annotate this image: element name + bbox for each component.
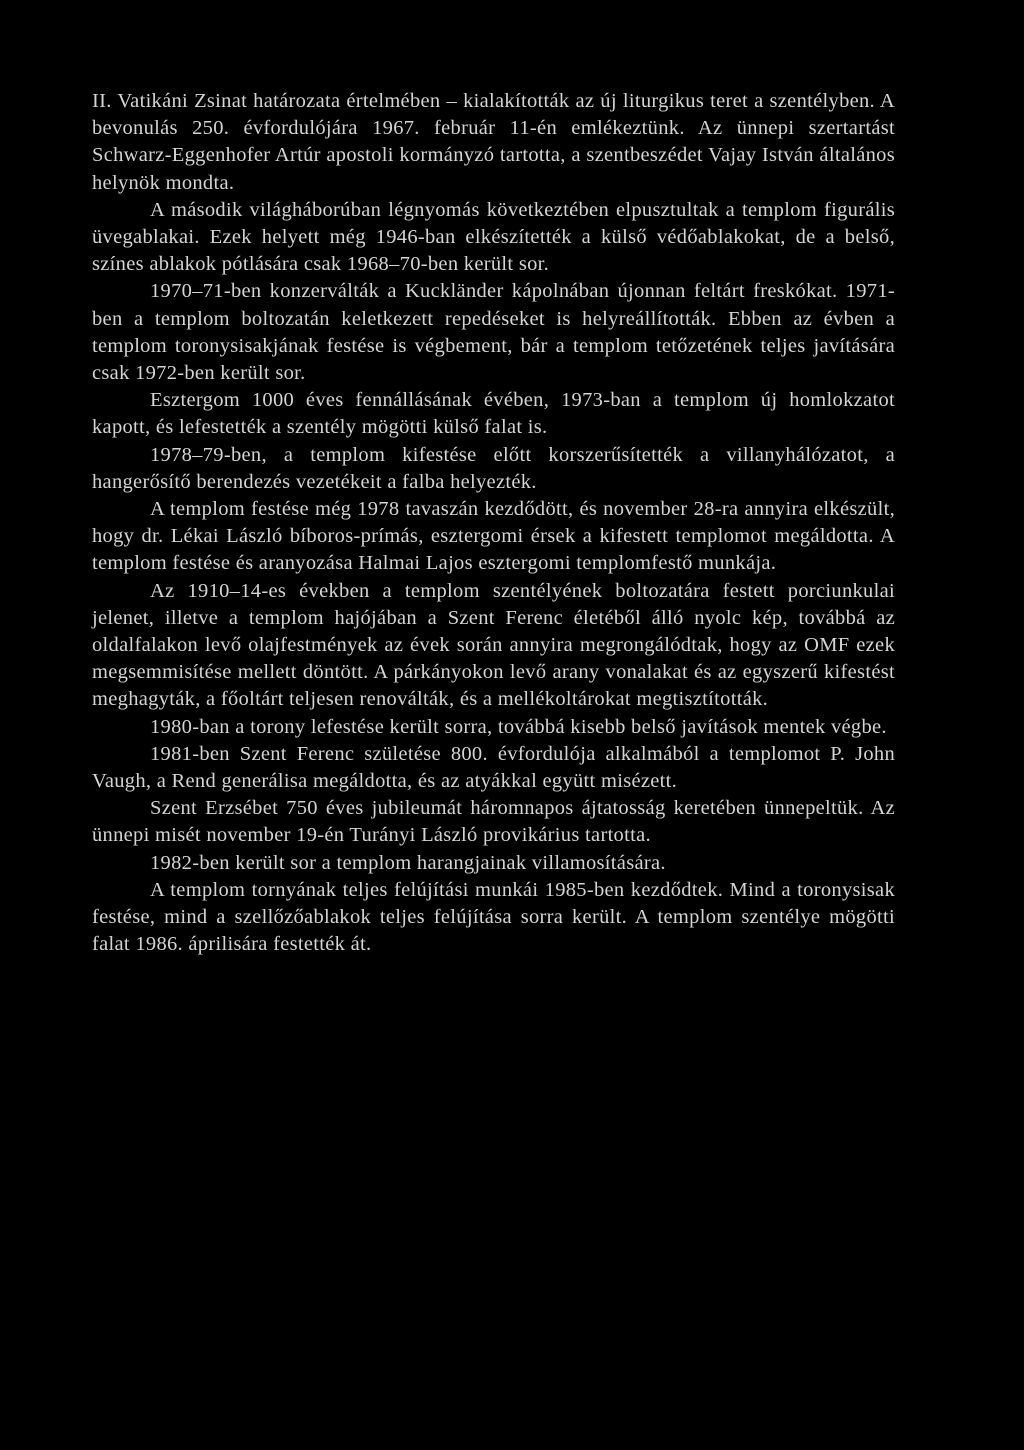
document-page bbox=[92, 88, 895, 959]
paragraph-tower-renovation: A templom tornyának teljes felújítási munkái 1985-ben kezdődtek. Mind a toronysisak festése, mind a szellőzőablakok teljes felújítása sorra került. A templom szentélye mögötti falat 1986. áprilisára festették át. bbox=[92, 878, 895, 956]
paragraph-old-paintings: Az 1910–14-es években a templom szentélyének boltozatára festett porciunkulai jelenet, illetve a templom hajójában a Szent Ferenc életéből álló nyolc kép, továbbá az oldalfalakon levő olajfestmények az évek során annyira megrongálódtak, hogy az OMF ezek megsemmisítése mellett döntött. A párkányokon levő arany vonalakat és az egyszerű kifestést meghagyták, a főoltárt teljesen renoválták, és a mellékoltárokat megtisztították. bbox=[92, 579, 895, 711]
paragraph-saint-elizabeth: Szent Erzsébet 750 éves jubileumát háromnapos ájtatosság keretében ünnepeltük. Az ünnepi misét november 19-én Turányi László provikárius tartotta. bbox=[92, 797, 895, 847]
paragraph-stained-glass: A második világháborúban légnyomás következtében elpusztultak a templom figurális üvegablakai. Ezek helyett még 1946-ban elkészítették a külső védőablakokat, de a belső, színes ablakok pótlására csak 1968–70-ben került sor. bbox=[92, 198, 895, 276]
paragraph-tower-1980: 1980-ban a torony lefestése került sorra, továbbá kisebb belső javítások mentek végbe. bbox=[150, 715, 887, 738]
paragraph-bells: 1982-ben került sor a templom harangjainak villamosítására. bbox=[150, 851, 666, 874]
paragraph-electrical: 1978–79-ben, a templom kifestése előtt korszerűsítették a villanyhálózatot, a hangerősítő berendezés vezetékeit a falba helyezték. bbox=[92, 443, 895, 493]
paragraph-facade: Esztergom 1000 éves fennállásának évében, 1973-ban a templom új homlokzatot kapott, és lefestették a szentély mögötti külső falat is. bbox=[92, 389, 895, 439]
paragraph-saint-francis: 1981-ben Szent Ferenc születése 800. évfordulója alkalmából a templomot P. John Vaugh, a Rend generálisa megáldotta, és az atyákkal együtt misézett. bbox=[92, 742, 895, 793]
paragraph-painting: A templom festése még 1978 tavaszán kezdődött, és november 28-ra annyira elkészült, hogy dr. Lékai László bíboros-prímás, esztergomi érsek a kifestett templomot megáldotta. A templom festése és aranyozása Halmai Lajos esztergomi templomfestő munkája. bbox=[92, 498, 895, 575]
paragraph-frescoes: 1970–71-ben konzerválták a Kuckländer kápolnában újonnan feltárt freskókat. 1971-ben a templom boltozatán keletkezett repedéseket is helyreállították. Ebben az évben a templom toronysisakjának festése is végbement, bár a templom tetőzetének teljes javítására csak 1972-ben került sor. bbox=[92, 280, 895, 385]
paragraph-vatican-council: II. Vatikáni Zsinat határozata értelmében – kialakították az új liturgikus teret a szentélyben. A bevonulás 250. évfordulójára 1967. február 11-én emlékeztünk. Az ünnepi szertartást Schwarz-Eggenhofer Artúr apostoli kormányzó tartotta, a szentbeszédet Vajay István általános helynök mondta. bbox=[92, 90, 895, 194]
